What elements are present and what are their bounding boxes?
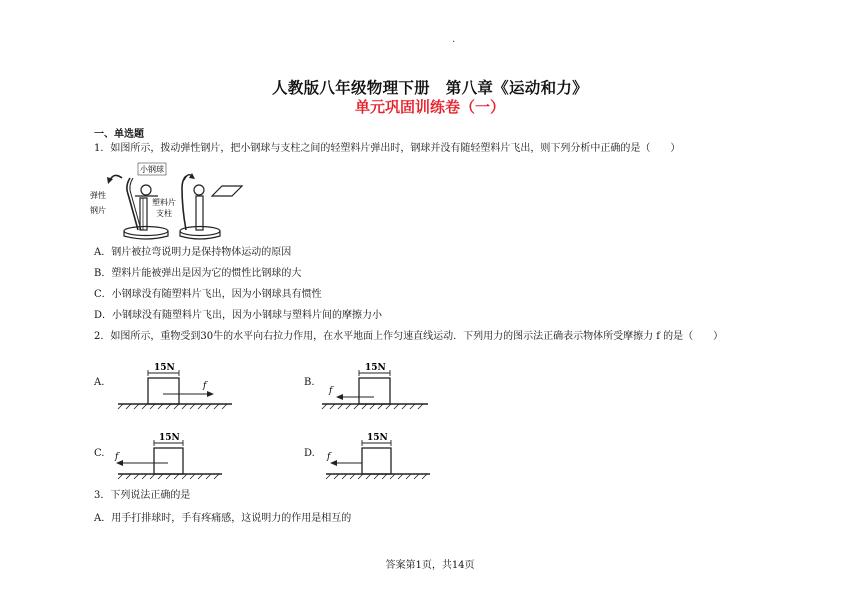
q1-figure <box>88 158 258 242</box>
header-mark: . <box>452 34 456 45</box>
q2-c-force-label: 15N <box>159 433 180 443</box>
q2-d-force-label: 15N <box>367 433 388 443</box>
question-1-stem: 1．如图所示，拨动弹性钢片，把小钢球与支柱之间的轻塑料片弹出时，钢球并没有随轻塑料片飞出，则下列分析中正确的是（ ） <box>94 143 681 154</box>
page-subtitle: 单元巩固训练卷（一） <box>354 98 505 116</box>
question-3-stem: 3．下列说法正确的是 <box>94 490 191 501</box>
q2-c-friction-label: f <box>115 452 119 462</box>
q2-option-b-label: B. <box>304 377 315 388</box>
question-2-stem: 2．如图所示，重物受到30牛的水平向右拉力作用，在水平地面上作匀速直线运动．下列用力的图示法正确表示物体所受摩擦力 f 的是（ ） <box>94 331 724 342</box>
q1-right-device <box>180 173 242 239</box>
q2-figure-d <box>318 426 434 482</box>
q1-label-pillar: 支柱 <box>156 209 172 218</box>
q1-option-b: B．塑料片能被弹出是因为它的惯性比钢球的大 <box>94 268 302 279</box>
q1-label-spring-2: 钢片 <box>90 206 106 215</box>
section-heading: 一、单选题 <box>94 129 144 140</box>
q1-left-device <box>107 175 168 239</box>
page-footer: 答案第1页，共14页 <box>385 560 475 571</box>
q1-option-d: D．小钢球没有随塑料片飞出，因为小钢球与塑料片间的摩擦力小 <box>94 310 383 321</box>
page-title: 人教版八年级物理下册 第八章《运动和力》 <box>271 78 588 97</box>
q1-label-plastic: 塑料片 <box>152 198 176 207</box>
q2-figure-b <box>316 356 432 412</box>
q2-b-force-label: 15N <box>365 363 386 373</box>
q2-figure-a <box>112 356 244 412</box>
q2-a-friction-label: f <box>203 381 207 391</box>
q1-label-spring-1: 弹性 <box>90 191 106 200</box>
q1-label-ball: 小钢球 <box>140 165 164 174</box>
q2-a-force-label: 15N <box>154 363 175 373</box>
q2-option-c-label: C. <box>94 448 105 459</box>
q1-option-a: A．钢片被拉弯说明力是保持物体运动的原因 <box>94 247 292 258</box>
q2-d-friction-label: f <box>327 452 331 462</box>
q3-option-a: A．用手打排球时，手有疼痛感，这说明力的作用是相互的 <box>94 513 352 524</box>
q2-b-friction-label: f <box>329 386 333 396</box>
q2-figure-c <box>110 426 226 482</box>
q2-option-a-label: A. <box>94 377 105 388</box>
q2-option-d-label: D. <box>304 448 315 459</box>
q1-option-c: C．小钢球没有随塑料片飞出，因为小钢球具有惯性 <box>94 289 322 300</box>
